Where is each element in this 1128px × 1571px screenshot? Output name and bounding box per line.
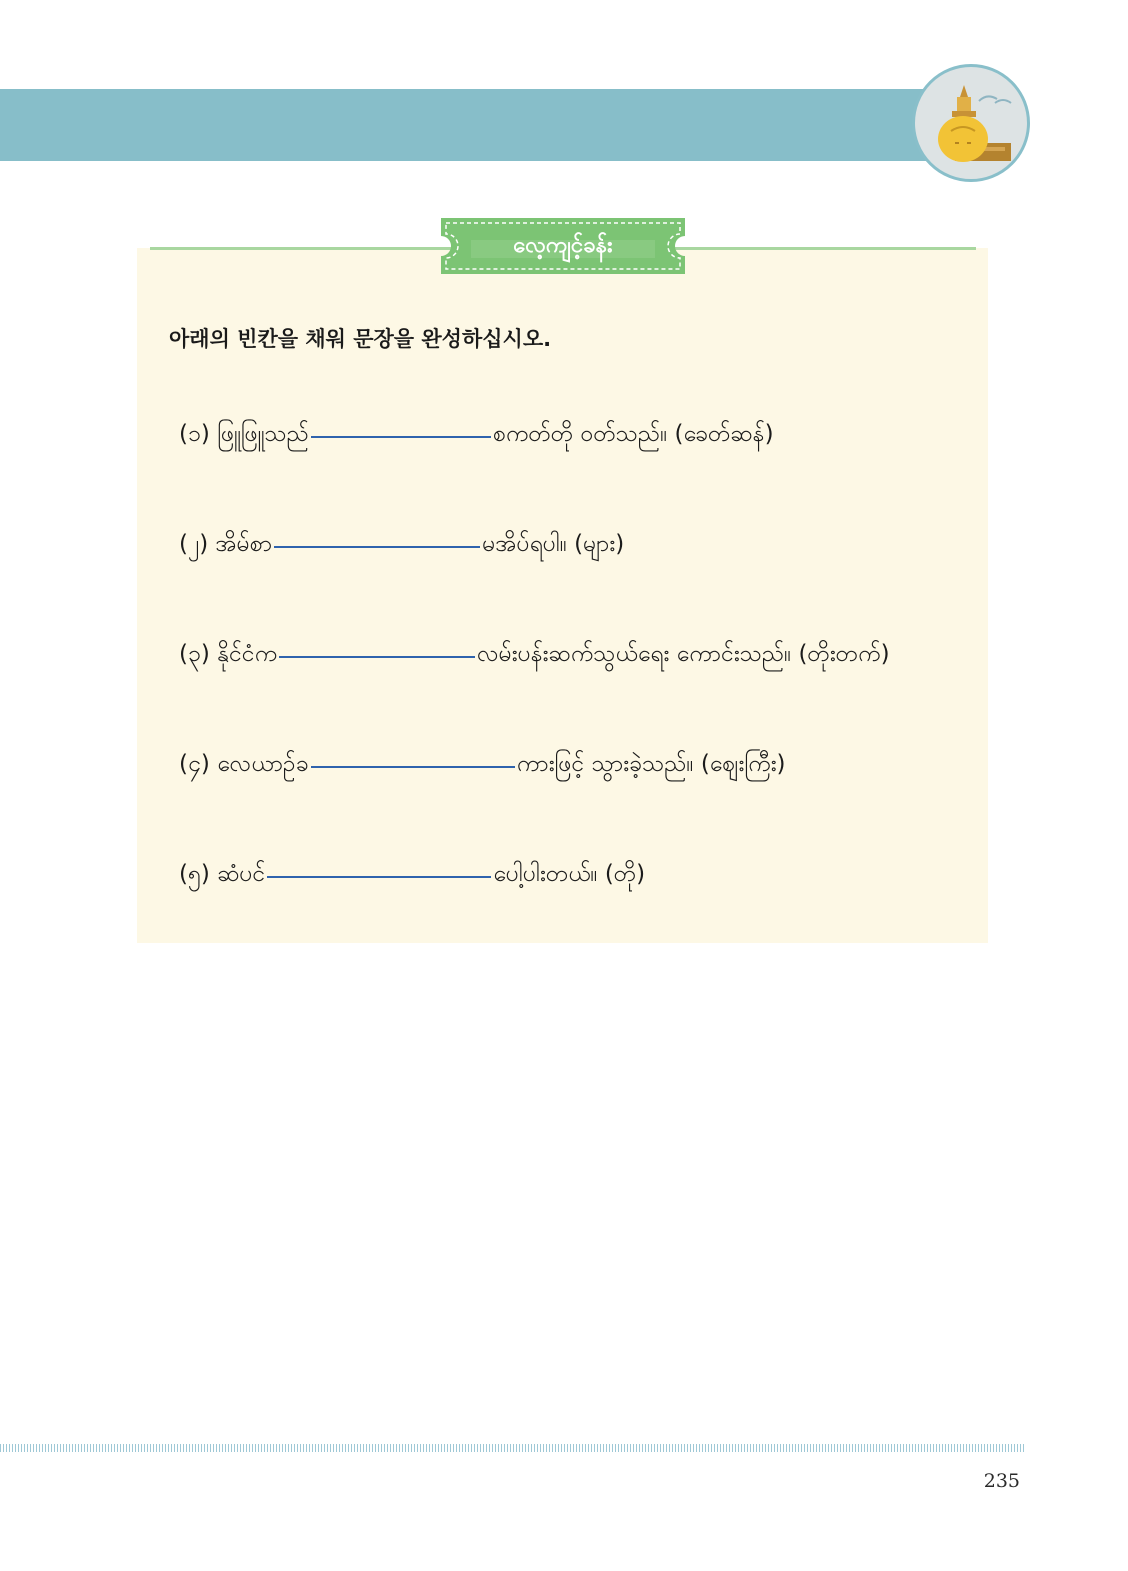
answer-blank[interactable] xyxy=(311,436,491,438)
item-text: ပေါ့ပါးတယ်။ (တို) xyxy=(493,861,646,887)
item-label: (၂) အိမ်စာ xyxy=(179,531,273,557)
answer-blank[interactable] xyxy=(279,656,475,658)
footer-rule xyxy=(0,1444,1026,1452)
answer-blank[interactable] xyxy=(274,546,480,548)
item-label: (၄) လေယာဉ်ခ xyxy=(179,751,309,777)
item-label: (၃) နိုင်ငံက xyxy=(179,641,278,667)
pagoda-icon xyxy=(912,64,1030,182)
page-number: 235 xyxy=(983,1470,1020,1492)
item-label: (၅) ဆံပင် xyxy=(179,861,266,887)
exercise-item xyxy=(179,854,645,894)
header-band xyxy=(0,89,940,161)
exercise-title-tag xyxy=(441,218,685,274)
item-label: (၁) ဖြူဖြူသည် xyxy=(179,421,309,447)
item-text: လမ်းပန်းဆက်သွယ်ရေး ကောင်းသည်။ (တိုးတက်) xyxy=(477,641,890,667)
exercise-item xyxy=(179,744,786,784)
answer-blank[interactable] xyxy=(311,766,515,768)
answer-blank[interactable] xyxy=(267,876,491,878)
item-text: မအိပ်ရပါ။ (များ) xyxy=(482,531,625,557)
item-text: ကားဖြင့် သွားခဲ့သည်။ (ဈေးကြီး) xyxy=(516,751,786,777)
exercise-title: လေ့ကျင့်ခန်း xyxy=(513,233,613,258)
exercise-item xyxy=(179,634,890,674)
exercise-item xyxy=(179,414,774,454)
exercise-item xyxy=(179,524,624,564)
exercise-instruction: 아래의 빈칸을 채워 문장을 완성하십시오. xyxy=(169,327,552,351)
item-text: စကတ်တို ဝတ်သည်။ (ခေတ်ဆန်) xyxy=(492,421,774,447)
